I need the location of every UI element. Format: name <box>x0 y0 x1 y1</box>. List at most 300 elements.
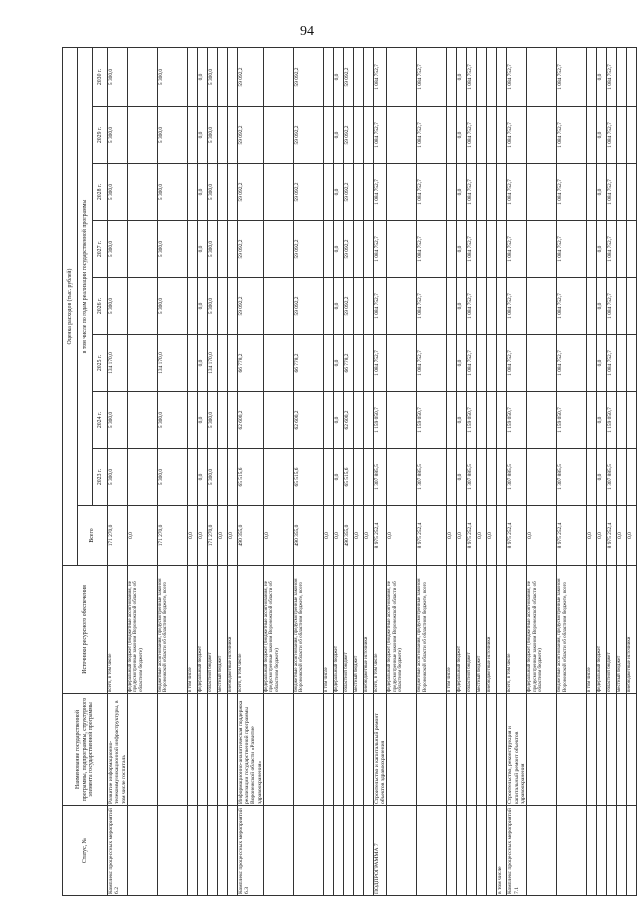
row-year-value <box>617 164 627 221</box>
page-number: 94 <box>300 24 314 39</box>
row-year-value: 5 300,0 <box>207 449 217 506</box>
row-year-value: 134 170,0 <box>207 335 217 392</box>
header-source: Источники ресурсного обеспечения <box>63 566 108 694</box>
row-year-value: 5 300,0 <box>207 392 217 449</box>
table-row <box>597 47 607 895</box>
table-row <box>323 47 333 895</box>
row-name <box>293 694 323 806</box>
row-source: областной бюджет <box>207 566 217 694</box>
row-year-value: 65 515,6 <box>343 449 353 506</box>
row-year-value: 0,0 <box>197 392 207 449</box>
row-total: 0,0 <box>387 506 417 566</box>
row-year-value: 1 084 752,7 <box>373 107 387 164</box>
row-name <box>627 694 637 806</box>
row-year-value: 1 084 752,7 <box>417 335 447 392</box>
table-row <box>227 47 237 895</box>
row-year-value <box>487 335 497 392</box>
row-source: местный бюджет <box>217 566 227 694</box>
row-year-value: 5 300,0 <box>108 278 128 335</box>
row-year-value: 1 084 752,7 <box>557 47 587 106</box>
row-year-value <box>217 164 227 221</box>
row-year-value <box>527 449 557 506</box>
row-total: 0,0 <box>353 506 363 566</box>
row-year-value <box>487 164 497 221</box>
row-year-value <box>487 47 497 106</box>
row-year-value: 1 084 752,7 <box>607 164 617 221</box>
row-year-value <box>587 392 597 449</box>
row-year-value <box>497 221 507 278</box>
row-total: 8 975 252,4 <box>607 506 617 566</box>
row-total: 0,0 <box>527 506 557 566</box>
row-year-value: 62 600,2 <box>293 392 323 449</box>
row-year-value: 5 300,0 <box>157 107 187 164</box>
row-year-value <box>587 335 597 392</box>
row-name <box>333 694 343 806</box>
row-name: Строительство, реконструкция и капитальный ремонт объектов здравоохранения <box>507 694 527 806</box>
header-year: 2029 г. <box>93 107 108 164</box>
row-total: 0,0 <box>323 506 333 566</box>
table-row <box>373 47 387 895</box>
row-year-value <box>477 221 487 278</box>
row-year-value <box>187 164 197 221</box>
row-year-value <box>127 107 157 164</box>
row-year-value: 1 084 752,7 <box>373 221 387 278</box>
row-year-value: 0,0 <box>197 278 207 335</box>
row-status <box>627 806 637 896</box>
row-year-value <box>263 47 293 106</box>
row-status <box>387 806 417 896</box>
row-year-value: 0,0 <box>197 47 207 106</box>
row-source: федеральный бюджет <box>457 566 467 694</box>
row-year-value: 5 300,0 <box>207 164 217 221</box>
row-status <box>607 806 617 896</box>
row-source: всего, в том числе <box>507 566 527 694</box>
row-year-value: 1 084 752,7 <box>507 221 527 278</box>
row-total: 171 270,0 <box>157 506 187 566</box>
row-year-value <box>227 278 237 335</box>
row-year-value <box>487 221 497 278</box>
row-status <box>597 806 607 896</box>
row-source: в том числе <box>447 566 457 694</box>
row-year-value: 0,0 <box>597 47 607 106</box>
row-year-value: 59 092,2 <box>343 107 353 164</box>
row-year-value: 0,0 <box>197 335 207 392</box>
row-source: в том числе <box>323 566 333 694</box>
row-year-value: 0,0 <box>333 278 343 335</box>
header-name: Наименование государственной программы, подпрограммы, структурного элемента государственной программы <box>63 694 108 806</box>
row-year-value <box>627 392 637 449</box>
row-source: внебюджетные источники <box>227 566 237 694</box>
row-year-value: 134 170,0 <box>157 335 187 392</box>
row-year-value <box>387 335 417 392</box>
row-year-value <box>387 392 417 449</box>
row-year-value <box>497 47 507 106</box>
row-year-value: 5 300,0 <box>207 47 217 106</box>
row-name <box>617 694 627 806</box>
row-year-value: 1 084 752,7 <box>373 278 387 335</box>
row-total: 0,0 <box>363 506 373 566</box>
row-year-value <box>323 221 333 278</box>
row-name <box>207 694 217 806</box>
row-year-value <box>127 392 157 449</box>
row-year-value: 59 092,2 <box>293 47 323 106</box>
row-year-value <box>263 449 293 506</box>
row-year-value <box>217 449 227 506</box>
row-year-value: 5 300,0 <box>207 221 217 278</box>
header-year: 2027 г. <box>93 221 108 278</box>
row-year-value: 0,0 <box>333 164 343 221</box>
row-year-value <box>387 278 417 335</box>
row-year-value: 5 300,0 <box>157 47 187 106</box>
row-name <box>477 694 487 806</box>
row-year-value <box>127 164 157 221</box>
table-row <box>263 47 293 895</box>
row-name <box>387 694 417 806</box>
row-year-value <box>187 221 197 278</box>
row-total: 171 270,0 <box>207 506 217 566</box>
row-total: 8 975 252,4 <box>507 506 527 566</box>
row-year-value: 0,0 <box>333 449 343 506</box>
row-year-value: 1 307 885,5 <box>373 449 387 506</box>
row-name <box>447 694 457 806</box>
row-year-value: 1 084 752,7 <box>467 107 477 164</box>
row-name <box>497 694 507 806</box>
row-year-value: 0,0 <box>333 107 343 164</box>
row-year-value: 0,0 <box>197 221 207 278</box>
row-total: 0,0 <box>127 506 157 566</box>
row-year-value <box>227 107 237 164</box>
row-year-value <box>363 47 373 106</box>
row-year-value <box>387 449 417 506</box>
row-year-value <box>363 335 373 392</box>
header-by-years: в том числе по годам реализации государственной программы <box>78 47 93 505</box>
row-year-value <box>487 392 497 449</box>
row-status <box>323 806 333 896</box>
row-name <box>343 694 353 806</box>
table-row <box>627 47 637 895</box>
row-year-value: 0,0 <box>457 221 467 278</box>
row-year-value <box>323 164 333 221</box>
row-source: в том числе <box>187 566 197 694</box>
row-year-value: 1 084 752,7 <box>607 221 617 278</box>
header-total: Всего <box>78 506 108 566</box>
row-source: областной бюджет <box>467 566 477 694</box>
row-year-value <box>263 392 293 449</box>
row-year-value <box>587 47 597 106</box>
header-year: 2028 г. <box>93 164 108 221</box>
row-year-value <box>227 164 237 221</box>
row-year-value: 5 300,0 <box>108 392 128 449</box>
row-year-value <box>617 335 627 392</box>
row-year-value <box>627 47 637 106</box>
row-source: федеральный бюджет (бюджетные ассигнования, не предусмотренные законом Воронежской области об областном бюджете) <box>387 566 417 694</box>
row-year-value <box>447 449 457 506</box>
row-year-value <box>527 164 557 221</box>
row-year-value <box>187 47 197 106</box>
row-year-value: 59 092,2 <box>237 278 263 335</box>
row-year-value <box>477 107 487 164</box>
row-source: федеральный бюджет (бюджетные ассигнования, не предусмотренные законом Воронежской области об областном бюджете) <box>527 566 557 694</box>
row-year-value <box>497 164 507 221</box>
row-year-value: 1 084 752,7 <box>467 278 477 335</box>
row-year-value <box>617 221 627 278</box>
row-name <box>227 694 237 806</box>
row-year-value <box>263 107 293 164</box>
row-year-value <box>527 221 557 278</box>
row-name: Строительство и капитальный ремонт объектов здравоохранения <box>373 694 387 806</box>
table-row <box>417 47 447 895</box>
row-source: федеральный бюджет (бюджетные ассигнования, не предусмотренные законом Воронежской области об областном бюджете) <box>263 566 293 694</box>
row-total: 0,0 <box>447 506 457 566</box>
row-name <box>557 694 587 806</box>
row-source: в том числе <box>587 566 597 694</box>
table-row <box>343 47 353 895</box>
row-year-value: 59 092,2 <box>237 107 263 164</box>
row-status: ПОДПРОГРАММА 7 <box>373 806 387 896</box>
row-year-value: 5 300,0 <box>157 278 187 335</box>
row-year-value <box>263 221 293 278</box>
row-year-value <box>363 221 373 278</box>
row-status <box>557 806 587 896</box>
row-status <box>417 806 447 896</box>
row-total: 0,0 <box>333 506 343 566</box>
table-row <box>447 47 457 895</box>
row-year-value <box>477 47 487 106</box>
row-year-value <box>323 449 333 506</box>
row-source: бюджетные ассигнования, предусмотренные законом Воронежской области об областном бюджете, всего <box>157 566 187 694</box>
row-year-value: 1 084 752,7 <box>507 107 527 164</box>
row-year-value <box>497 449 507 506</box>
row-year-value: 1 159 050,7 <box>557 392 587 449</box>
row-status <box>363 806 373 896</box>
table-row <box>507 47 527 895</box>
row-year-value <box>447 47 457 106</box>
row-source: федеральный бюджет <box>597 566 607 694</box>
row-year-value: 1 084 752,7 <box>417 278 447 335</box>
row-year-value <box>447 278 457 335</box>
row-year-value: 1 084 752,7 <box>373 335 387 392</box>
row-year-value <box>127 278 157 335</box>
row-year-value <box>627 278 637 335</box>
row-status: Комплекс процессных мероприятий 6.3 <box>237 806 263 896</box>
table-row <box>487 47 497 895</box>
row-total: 0,0 <box>227 506 237 566</box>
row-status <box>207 806 217 896</box>
row-status <box>187 806 197 896</box>
row-year-value <box>587 164 597 221</box>
row-year-value: 5 300,0 <box>157 392 187 449</box>
table-row <box>617 47 627 895</box>
row-year-value: 59 092,2 <box>343 221 353 278</box>
table-row <box>217 47 227 895</box>
row-source: бюджетные ассигнования, предусмотренные законом Воронежской области об областном бюджете, всего <box>557 566 587 694</box>
table-row <box>497 47 507 895</box>
table-body <box>108 47 637 895</box>
row-year-value <box>127 221 157 278</box>
row-year-value <box>363 278 373 335</box>
row-year-value <box>527 335 557 392</box>
row-name <box>587 694 597 806</box>
rotated-table-frame <box>62 48 633 896</box>
row-year-value <box>217 392 227 449</box>
row-year-value: 0,0 <box>457 278 467 335</box>
row-status <box>197 806 207 896</box>
row-year-value <box>617 392 627 449</box>
row-year-value: 1 084 752,7 <box>557 164 587 221</box>
row-year-value: 0,0 <box>597 392 607 449</box>
row-year-value: 62 600,2 <box>343 392 353 449</box>
row-year-value <box>487 107 497 164</box>
row-year-value: 1 084 752,7 <box>607 107 617 164</box>
row-year-value <box>527 47 557 106</box>
row-source: внебюджетные источники <box>363 566 373 694</box>
row-year-value <box>447 335 457 392</box>
row-year-value: 1 159 050,7 <box>507 392 527 449</box>
row-source: бюджетные ассигнования, предусмотренные законом Воронежской области об областном бюджете, всего <box>293 566 323 694</box>
row-total: 8 975 252,4 <box>373 506 387 566</box>
row-year-value: 59 092,2 <box>237 47 263 106</box>
row-year-value: 1 084 752,7 <box>607 335 617 392</box>
row-year-value: 1 084 752,7 <box>373 47 387 106</box>
row-year-value <box>447 164 457 221</box>
row-year-value <box>217 107 227 164</box>
row-year-value: 59 092,2 <box>343 164 353 221</box>
row-year-value <box>227 449 237 506</box>
table-header <box>63 47 108 895</box>
row-year-value: 5 300,0 <box>108 107 128 164</box>
table-row <box>527 47 557 895</box>
row-year-value: 59 092,2 <box>293 164 323 221</box>
row-status: Комплекс процессных мероприятий 6.2 <box>108 806 128 896</box>
row-year-value <box>527 107 557 164</box>
row-year-value: 5 300,0 <box>157 221 187 278</box>
table-row <box>587 47 597 895</box>
row-year-value <box>497 335 507 392</box>
row-year-value <box>353 164 363 221</box>
header-year: 2023 г. <box>93 449 108 506</box>
table-row <box>237 47 263 895</box>
row-status <box>217 806 227 896</box>
row-year-value <box>497 107 507 164</box>
table-row <box>387 47 417 895</box>
row-year-value: 65 515,6 <box>293 449 323 506</box>
row-name <box>323 694 333 806</box>
row-status: в том числе <box>497 806 507 896</box>
row-year-value <box>217 278 227 335</box>
row-status <box>447 806 457 896</box>
row-total: 0,0 <box>627 506 637 566</box>
row-year-value: 0,0 <box>457 164 467 221</box>
row-source: местный бюджет <box>353 566 363 694</box>
row-source <box>497 566 507 694</box>
row-year-value <box>487 278 497 335</box>
row-name <box>487 694 497 806</box>
row-source: местный бюджет <box>617 566 627 694</box>
row-year-value <box>263 335 293 392</box>
row-total: 8 975 252,4 <box>467 506 477 566</box>
row-total: 0,0 <box>187 506 197 566</box>
row-year-value: 0,0 <box>457 47 467 106</box>
row-name <box>597 694 607 806</box>
row-name <box>363 694 373 806</box>
row-total: 0,0 <box>457 506 467 566</box>
row-source: внебюджетные источники <box>487 566 497 694</box>
row-year-value <box>353 221 363 278</box>
row-year-value: 1 084 752,7 <box>467 164 477 221</box>
row-name <box>353 694 363 806</box>
row-year-value <box>353 278 363 335</box>
row-year-value <box>477 449 487 506</box>
row-year-value: 1 159 050,7 <box>373 392 387 449</box>
row-year-value <box>227 47 237 106</box>
row-year-value: 59 092,2 <box>343 278 353 335</box>
row-year-value <box>323 335 333 392</box>
row-year-value: 5 300,0 <box>108 221 128 278</box>
budget-table <box>62 47 637 896</box>
row-source: бюджетные ассигнования, предусмотренные законом Воронежской области об областном бюджете, всего <box>417 566 447 694</box>
row-year-value: 1 159 050,7 <box>607 392 617 449</box>
row-name <box>607 694 617 806</box>
table-row <box>187 47 197 895</box>
row-year-value: 1 084 752,7 <box>467 335 477 392</box>
row-name <box>217 694 227 806</box>
row-name <box>467 694 477 806</box>
row-total: 490 355,0 <box>293 506 323 566</box>
row-status <box>617 806 627 896</box>
row-name <box>457 694 467 806</box>
row-year-value <box>617 47 627 106</box>
row-year-value <box>587 221 597 278</box>
row-year-value: 1 084 752,7 <box>373 164 387 221</box>
row-name: Развитие информационно-телекоммуникационной инфраструктуры, в том числе госпиталь <box>108 694 128 806</box>
header-year: 2025 г. <box>93 335 108 392</box>
row-year-value <box>323 392 333 449</box>
row-year-value: 1 307 885,5 <box>467 449 477 506</box>
row-name <box>187 694 197 806</box>
row-year-value <box>227 335 237 392</box>
table-row <box>197 47 207 895</box>
row-total: 8 975 252,4 <box>417 506 447 566</box>
row-year-value: 1 084 752,7 <box>557 335 587 392</box>
row-year-value <box>187 449 197 506</box>
row-source: всего, в том числе <box>373 566 387 694</box>
row-year-value: 1 084 752,7 <box>507 278 527 335</box>
row-year-value: 0,0 <box>597 221 607 278</box>
row-total: 0,0 <box>197 506 207 566</box>
row-year-value: 1 307 885,5 <box>507 449 527 506</box>
row-year-value <box>127 449 157 506</box>
row-total: 490 355,0 <box>237 506 263 566</box>
row-year-value <box>387 47 417 106</box>
row-year-value <box>387 107 417 164</box>
row-status <box>157 806 187 896</box>
row-year-value: 0,0 <box>333 221 343 278</box>
row-year-value <box>617 449 627 506</box>
row-source: федеральный бюджет <box>333 566 343 694</box>
row-year-value: 59 092,2 <box>293 278 323 335</box>
row-year-value <box>127 335 157 392</box>
row-year-value: 1 159 050,7 <box>467 392 477 449</box>
table-row <box>333 47 343 895</box>
row-year-value <box>353 47 363 106</box>
header-status: Статус, № <box>63 806 108 896</box>
row-year-value: 5 300,0 <box>207 107 217 164</box>
row-year-value <box>323 47 333 106</box>
row-year-value: 1 307 885,5 <box>417 449 447 506</box>
row-status <box>343 806 353 896</box>
table-row <box>363 47 373 895</box>
row-year-value: 1 084 752,7 <box>507 47 527 106</box>
